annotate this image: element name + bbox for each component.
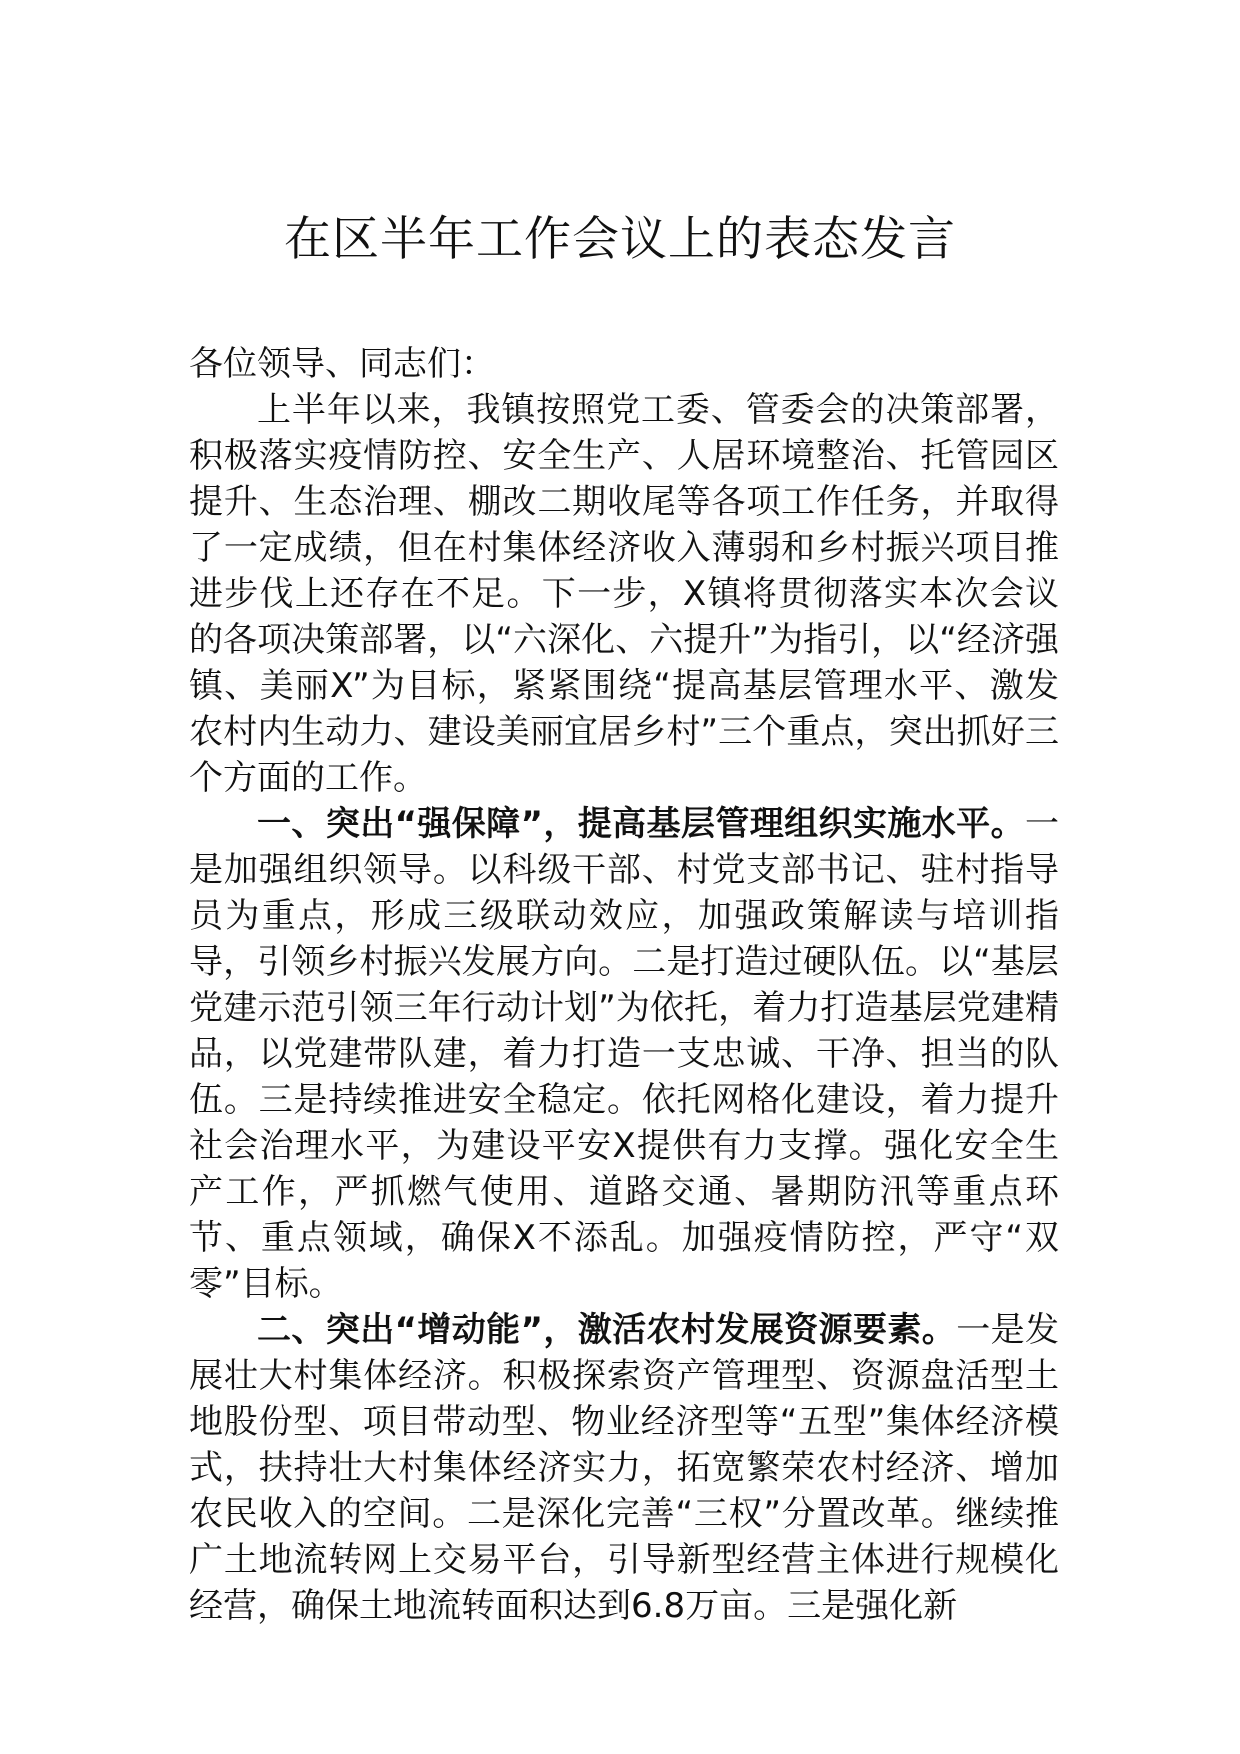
section-2-text: 一是发展壮大村集体经济。积极探索资产管理型、资源盘活型土地股份型、项目带动型、物业经济型等“五型”集体经济模式，扶持壮大村集体经济实力，拓宽繁荣农村经济、增加农民收入的空间。二是深化完善“三权”分置改革。继续推广土地流转网上交易平台，引导新型经营主体进行规模化经营，确保土地流转面积达到6.8万亩。三是强化新 [189,1310,1059,1626]
paragraph-section-2 [189,1307,1059,1629]
paragraph-intro-text: 上半年以来，我镇按照党工委、管委会的决策部署，积极落实疫情防控、安全生产、人居环境整治、托管园区提升、生态治理、棚改二期收尾等各项工作任务，并取得了一定成绩，但在村集体经济收入薄弱和乡村振兴项目推进步伐上还存在不足。下一步，X镇将贯彻落实本次会议的各项决策部署，以“六深化、六提升”为指引，以“经济强镇、美丽X”为目标，紧紧围绕“提高基层管理水平、激发农村内生动力、建设美丽宜居乡村”三个重点，突出抓好三个方面的工作。 [189,390,1059,798]
document-title: 在区半年工作会议上的表态发言 [284,212,956,267]
paragraph-section-1 [189,801,1059,1307]
section-1-heading: 一、突出“强保障”，提高基层管理组织实施水平。 [257,804,1025,844]
section-1-text: 一是加强组织领导。以科级干部、村党支部书记、驻村指导员为重点，形成三级联动效应，加强政策解读与培训指导，引领乡村振兴发展方向。二是打造过硬队伍。以“基层党建示范引领三年行动计划”为依托，着力打造基层党建精品，以党建带队建，着力打造一支忠诚、干净、担当的队伍。三是持续推进安全稳定。依托网格化建设，着力提升社会治理水平，为建设平安X提供有力支撑。强化安全生产工作，严抓燃气使用、道路交通、暑期防汛等重点环节、重点领域，确保X不添乱。加强疫情防控，严守“双零”目标。 [189,804,1059,1304]
section-2-heading: 二、突出“增动能”，激活农村发展资源要素。 [257,1310,957,1350]
document-body [189,341,1059,1629]
paragraph-intro [189,387,1059,801]
salutation: 各位领导、同志们： [189,344,495,384]
